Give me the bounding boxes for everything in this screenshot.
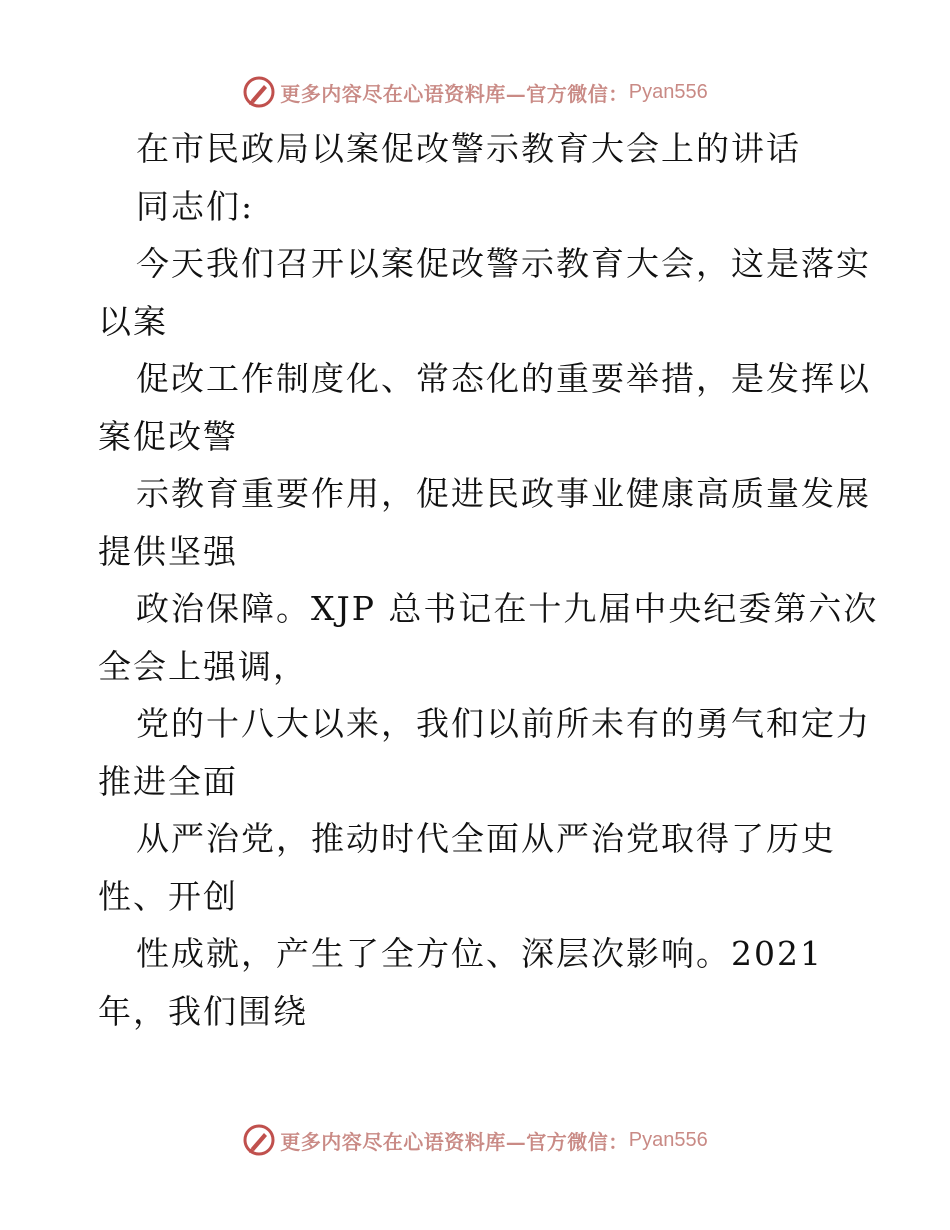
watermark-wechat-id: Pyan556 bbox=[628, 1128, 708, 1151]
text-line: 性成就，产生了全方位、深层次影响。2021 bbox=[136, 934, 823, 973]
text-line: 推进全面 bbox=[98, 761, 238, 801]
document-title: 在市民政局以案促改警示教育大会上的讲话 bbox=[136, 129, 801, 168]
text-line: 性、开创 bbox=[98, 876, 238, 916]
pen-logo-icon bbox=[242, 75, 276, 109]
text-line: 以案 bbox=[98, 301, 168, 341]
footer-watermark bbox=[0, 1120, 950, 1160]
watermark-wechat-id: Pyan556 bbox=[628, 80, 708, 103]
text-line: 从严治党，推动时代全面从严治党取得了历史 bbox=[136, 819, 836, 858]
header-watermark bbox=[0, 72, 950, 112]
pen-logo-icon bbox=[242, 1123, 276, 1157]
text-line: 案促改警 bbox=[98, 416, 238, 456]
text-line: 年，我们围绕 bbox=[98, 991, 308, 1031]
text-line: 全会上强调， bbox=[98, 646, 308, 686]
text-line: 党的十八大以来，我们以前所未有的勇气和定力 bbox=[136, 704, 871, 743]
text-line: 示教育重要作用，促进民政事业健康高质量发展 bbox=[136, 474, 871, 513]
text-line: 提供坚强 bbox=[98, 531, 238, 571]
watermark-text: 更多内容尽在心语资料库—官方微信： bbox=[280, 1129, 629, 1154]
text-line: 促改工作制度化、常态化的重要举措，是发挥以 bbox=[136, 359, 871, 398]
document-body bbox=[98, 120, 879, 1040]
text-line: 今天我们召开以案促改警示教育大会，这是落实 bbox=[136, 244, 871, 283]
text-line: 政治保障。XJP 总书记在十九届中央纪委第六次 bbox=[136, 589, 879, 628]
watermark-text: 更多内容尽在心语资料库—官方微信： bbox=[280, 81, 629, 106]
salutation: 同志们: bbox=[136, 186, 255, 226]
